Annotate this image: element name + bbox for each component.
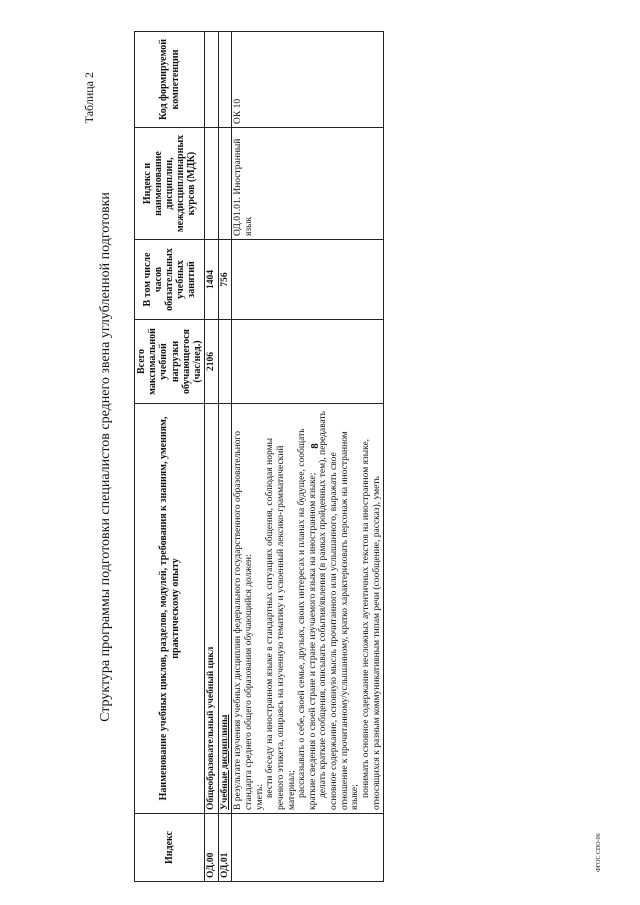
table-header-row: [135, 32, 205, 882]
rotated-page-content: [82, 32, 560, 882]
cell-name-od00: Общеобразовательный учебный цикл: [205, 404, 219, 814]
table-caption: Таблица 2: [82, 72, 96, 124]
requirements-lead: В результате изучения учебных дисциплин федерального государственного образовательного стандарта среднего общего образования обучающийся должен:: [233, 431, 254, 810]
skill-item: вести беседу на иностранном языке в стандартных ситуациях общения, соблюдая нормы речевого этикета, опираясь на изученную тематику и усвоенный лексико-грамматический материал;: [265, 438, 297, 810]
header-index: Индекс: [135, 814, 205, 882]
cell-empty: [232, 320, 384, 404]
cell-empty: [205, 128, 219, 240]
cell-name-od01: Учебные дисциплины: [218, 404, 232, 814]
table-row-od01: [218, 32, 232, 882]
footer-code: ФГОС СПО-06: [596, 833, 602, 872]
header-competence: Код формируемой компетенции: [135, 32, 205, 128]
cell-empty: [205, 32, 219, 128]
cell-discipline: ОД.01.01. Иностранный язык: [232, 128, 384, 240]
page-number: 8: [308, 443, 321, 449]
header-mandatory: В том числе часов обязательных учебных занятий: [135, 240, 205, 320]
cell-competence: ОК 10: [232, 32, 384, 128]
table-row-od00: [205, 32, 219, 882]
cell-mandatory-od01: 756: [218, 240, 232, 320]
cell-mandatory-od00: 1404: [205, 240, 219, 320]
header-name: Наименование учебных циклов, разделов, модулей, требования к знаниям, умениям, практическому опыту: [135, 404, 205, 814]
skill-item: делать краткие сообщения, описывать события/явления (в рамках пройденных тем), передавать основное содержание, основную мысль прочитанного или услышанного, выражать свое отношение к прочитанному/услышанному, кратко характеризовать персонаж на иностранном языке;: [318, 410, 361, 810]
header-total: Всего максимальной учебной нагрузки обучающегося (час/нед.): [135, 320, 205, 404]
skills-requirements-cell: [232, 404, 384, 814]
cell-empty: [232, 240, 384, 320]
table-row-detail: [232, 32, 384, 882]
skill-item: рассказывать о себе, своей семье, друзьях, своих интересах и планах на будущее, сообщать краткие сведения о своей стране и стране изучаемого языка на иностранном языке;: [297, 428, 318, 810]
program-structure-table: [134, 31, 384, 882]
cell-empty: [232, 814, 384, 882]
skills-heading: уметь:: [254, 784, 265, 810]
cell-index-od00: ОД.00: [205, 814, 219, 882]
cell-empty: [218, 320, 232, 404]
skill-item: понимать основное содержание несложных аутентичных текстов на иностранном языке, относящихся к разным коммуникативным типам речи (сообщение, рассказ), уметь: [360, 438, 382, 810]
header-discipline: Индекс и наименование дисциплин, междисциплинарных курсов (МДК): [135, 128, 205, 240]
table-title: Структура программы подготовки специалистов среднего звена углубленной подготовки: [98, 192, 113, 722]
cell-empty: [218, 128, 232, 240]
cell-index-od01: ОД.01: [218, 814, 232, 882]
cell-empty: [218, 32, 232, 128]
cell-total-od00: 2106: [205, 320, 219, 404]
